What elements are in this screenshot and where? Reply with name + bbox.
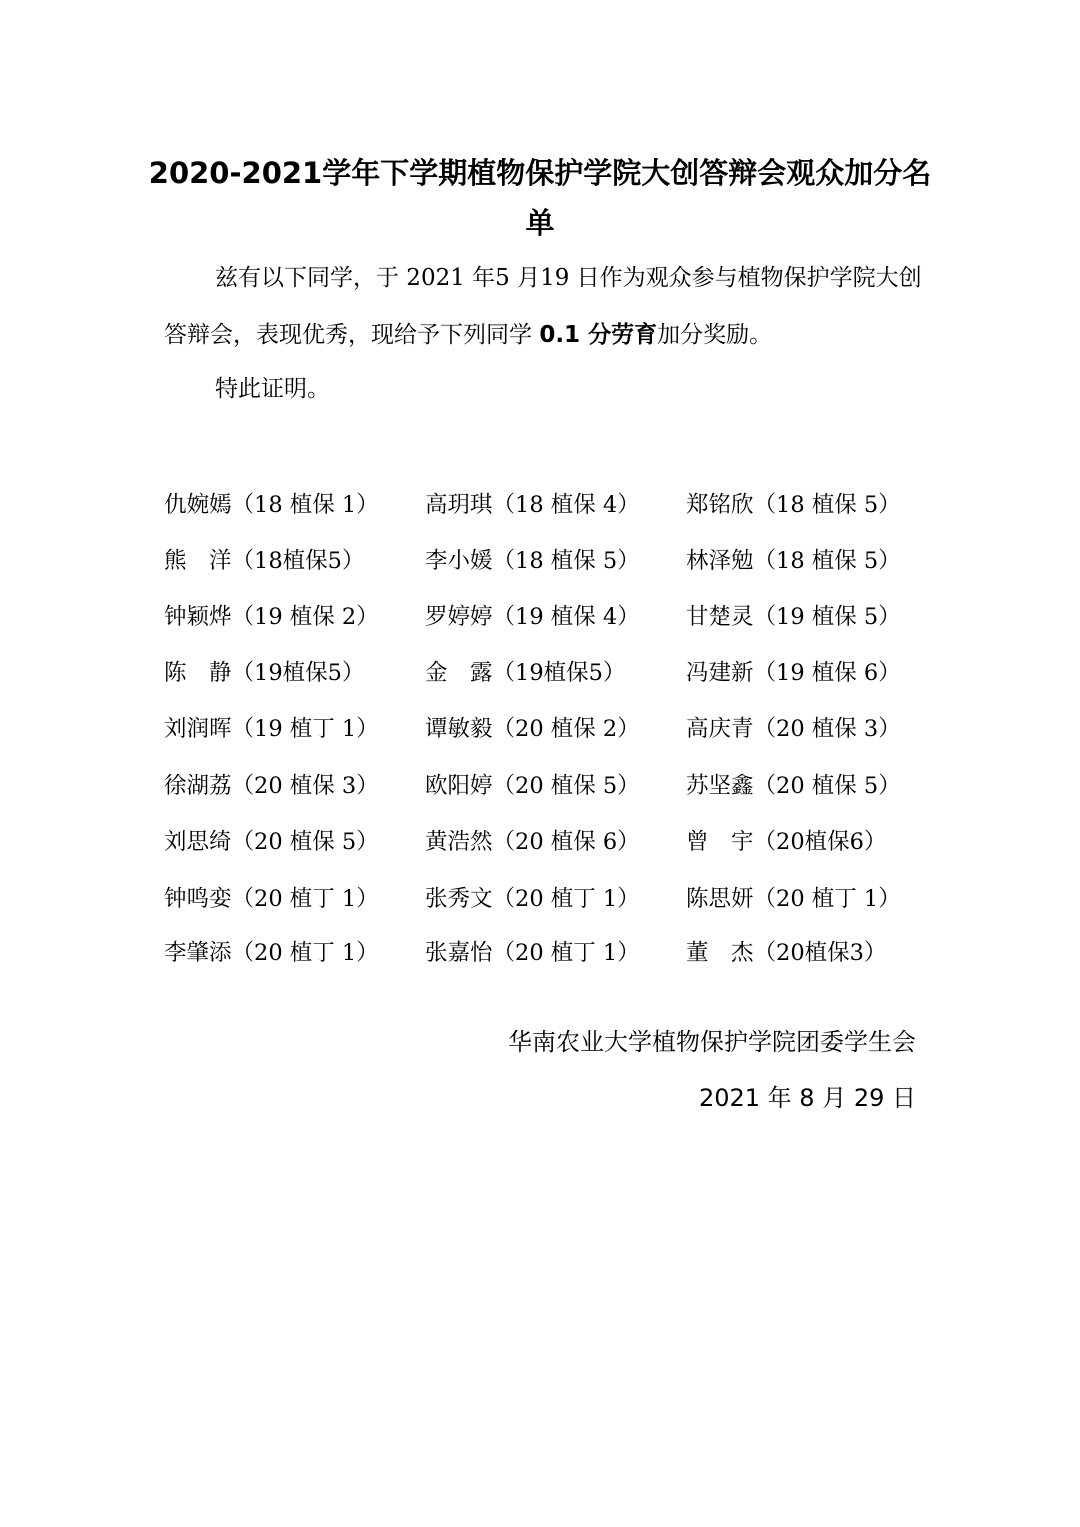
student-entry: 董 杰（20植保3） [686,940,887,966]
student-entry: 李肇添（20 植丁 1） [164,940,379,966]
student-entry: 刘润晖（19 植丁 1） [164,716,379,742]
student-entry: 冯建新（19 植保 6） [686,660,901,686]
intro-text-part1: 兹有以下同学，于 2021 年5 月19 日作为观众参与植物保护学院大创答辩会，表现优秀，现给予下列同学 [164,265,922,348]
student-entry: 陈 静（19植保5） [164,660,365,686]
student-entry: 苏坚鑫（20 植保 5） [686,773,901,799]
student-entry: 仇婉嫣（18 植保 1） [164,492,379,518]
intro-paragraph [164,250,924,364]
student-entry: 钟颖烨（19 植保 2） [164,604,379,630]
student-entry: 林泽勉（18 植保 5） [686,548,901,574]
name-row [164,761,924,811]
name-row [164,480,924,530]
name-row [164,536,924,586]
name-row [164,928,924,978]
student-entry: 郑铭欣（18 植保 5） [686,492,901,518]
intro-text-part2: 加分奖励。 [657,322,773,348]
student-entry: 曾 宇（20植保6） [686,829,887,855]
name-row [164,704,924,754]
issuing-organization: 华南农业大学植物保护学院团委学生会 [508,1028,916,1056]
issue-date: 2021 年 8 月 29 日 [698,1084,916,1112]
student-entry: 高庆青（20 植保 3） [686,716,901,742]
student-entry: 黄浩然（20 植保 6） [425,829,640,855]
intro-text-bold: 0.1 分劳育 [539,322,658,348]
student-entry: 刘思绮（20 植保 5） [164,829,379,855]
student-entry: 徐湖荔（20 植保 3） [164,773,379,799]
name-row [164,592,924,642]
student-entry: 熊 洋（18植保5） [164,548,365,574]
student-entry: 谭敏毅（20 植保 2） [425,716,640,742]
document-title: 2020-2021学年下学期植物保护学院大创答辩会观众加分名单 [148,156,932,240]
student-entry: 甘楚灵（19 植保 5） [686,604,901,630]
student-entry: 李小媛（18 植保 5） [425,548,640,574]
student-entry: 罗婷婷（19 植保 4） [425,604,640,630]
student-entry: 陈思妍（20 植丁 1） [686,886,901,912]
student-entry: 张嘉怡（20 植丁 1） [425,940,640,966]
student-entry: 张秀文（20 植丁 1） [425,886,640,912]
name-row [164,817,924,867]
name-row [164,648,924,698]
certify-text: 特此证明。 [215,376,330,402]
student-entry: 欧阳婷（20 植保 5） [425,773,640,799]
student-entry: 金 露（19植保5） [425,660,626,686]
name-row [164,874,924,924]
student-entry: 钟鸣娈（20 植丁 1） [164,886,379,912]
student-entry: 高玥琪（18 植保 4） [425,492,640,518]
